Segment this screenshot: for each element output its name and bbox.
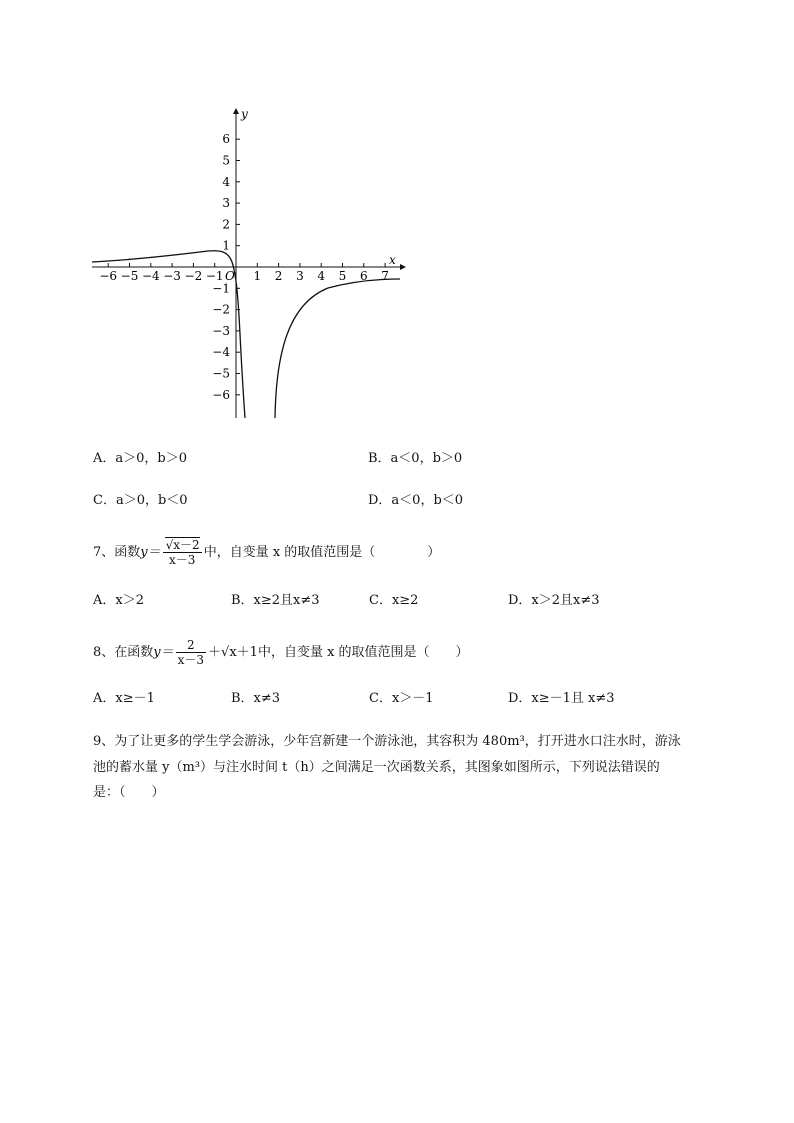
q6-option-d: D．a＜0，b＜0 <box>368 493 464 508</box>
q7-option-c: C．x≥2 <box>369 593 419 608</box>
y-tick-label: −5 <box>212 366 230 381</box>
y-tick-label: 2 <box>222 217 230 232</box>
y-tick-label: 5 <box>222 153 230 168</box>
y-tick-label: −6 <box>212 387 230 402</box>
q8-denominator: x－3 <box>177 653 205 667</box>
q8-stem <box>93 638 469 667</box>
function-graph <box>88 104 408 424</box>
q6-option-a: A．a＞0，b＞0 <box>93 451 188 466</box>
q8-option-a: A．x≥－1 <box>93 691 155 706</box>
q7-option-d: D．x＞2且x≠3 <box>508 593 600 608</box>
q9-line-2: 池的蓄水量 y（m³）与注水时间 t（h）之间满足一次函数关系，其图象如图所示，下列说法错误的 <box>93 760 660 775</box>
q8-option-c: C．x＞－1 <box>369 691 434 706</box>
y-tick-label: 6 <box>222 132 230 147</box>
q9-line-3: 是：（ ） <box>93 785 165 800</box>
q7-option-a: A．x＞2 <box>93 593 144 608</box>
y-tick-label: 1 <box>222 238 230 253</box>
x-tick-label: 6 <box>359 269 368 283</box>
y-tick-label: −1 <box>212 281 230 296</box>
y-tick-label: 3 <box>222 196 230 211</box>
q7-yeq: y＝ <box>140 545 161 560</box>
y-tick-label: −2 <box>212 302 230 317</box>
x-tick-label: −6 <box>99 269 118 283</box>
y-axis-arrow <box>233 108 239 114</box>
q8-option-d: D．x≥－1且 x≠3 <box>508 691 615 706</box>
q7-stem <box>93 538 440 567</box>
q7-suffix: 中，自变量 x 的取值范围是（ ） <box>203 545 441 560</box>
q7-denominator: x－3 <box>168 553 196 567</box>
y-tick-label: −3 <box>212 323 230 338</box>
y-tick-label: 4 <box>222 174 230 189</box>
q7-fraction <box>163 538 202 567</box>
q7-numerator: √x－2 <box>165 538 200 552</box>
x-tick-label: 2 <box>274 269 283 283</box>
x-tick-label: −3 <box>163 269 181 283</box>
q8-prefix: 8、在函数 <box>93 645 154 660</box>
x-tick-label: 4 <box>317 269 326 283</box>
x-tick-label: −5 <box>120 269 139 283</box>
q8-option-b: B．x≠3 <box>231 691 281 706</box>
q6-option-c: C．a＞0，b＜0 <box>93 493 188 508</box>
origin-label: O <box>225 269 235 283</box>
x-tick-label: 7 <box>381 269 389 283</box>
q8-suffix: 中，自变量 x 的取值范围是（ ） <box>257 645 469 660</box>
y-axis-label: y <box>241 107 248 121</box>
x-tick-label: 5 <box>338 269 347 283</box>
x-tick-label: 1 <box>253 269 262 283</box>
q7-option-b: B．x≥2且x≠3 <box>231 593 320 608</box>
q8-fraction <box>176 638 206 667</box>
x-axis-label: x <box>389 253 396 267</box>
y-tick-label: −4 <box>212 345 230 360</box>
q6-option-b: B．a＜0，b＞0 <box>368 451 463 466</box>
curve-right-branch <box>275 279 400 418</box>
q8-plus-sqrt: ＋√x＋1 <box>208 645 258 660</box>
x-ticks <box>99 263 389 283</box>
x-tick-label: 3 <box>296 269 304 283</box>
q7-prefix: 7、函数 <box>93 545 141 560</box>
q8-numerator: 2 <box>176 638 206 653</box>
x-tick-label: −2 <box>184 269 203 283</box>
q8-yeq: y＝ <box>153 645 174 660</box>
x-tick-label: −4 <box>141 269 160 283</box>
x-axis-arrow <box>400 264 406 270</box>
q9-line-1: 9、为了让更多的学生学会游泳，少年宫新建一个游泳池，其容积为 480m³，打开进水口注水时，游泳 <box>93 734 681 749</box>
x-tick-label: −1 <box>205 269 224 283</box>
